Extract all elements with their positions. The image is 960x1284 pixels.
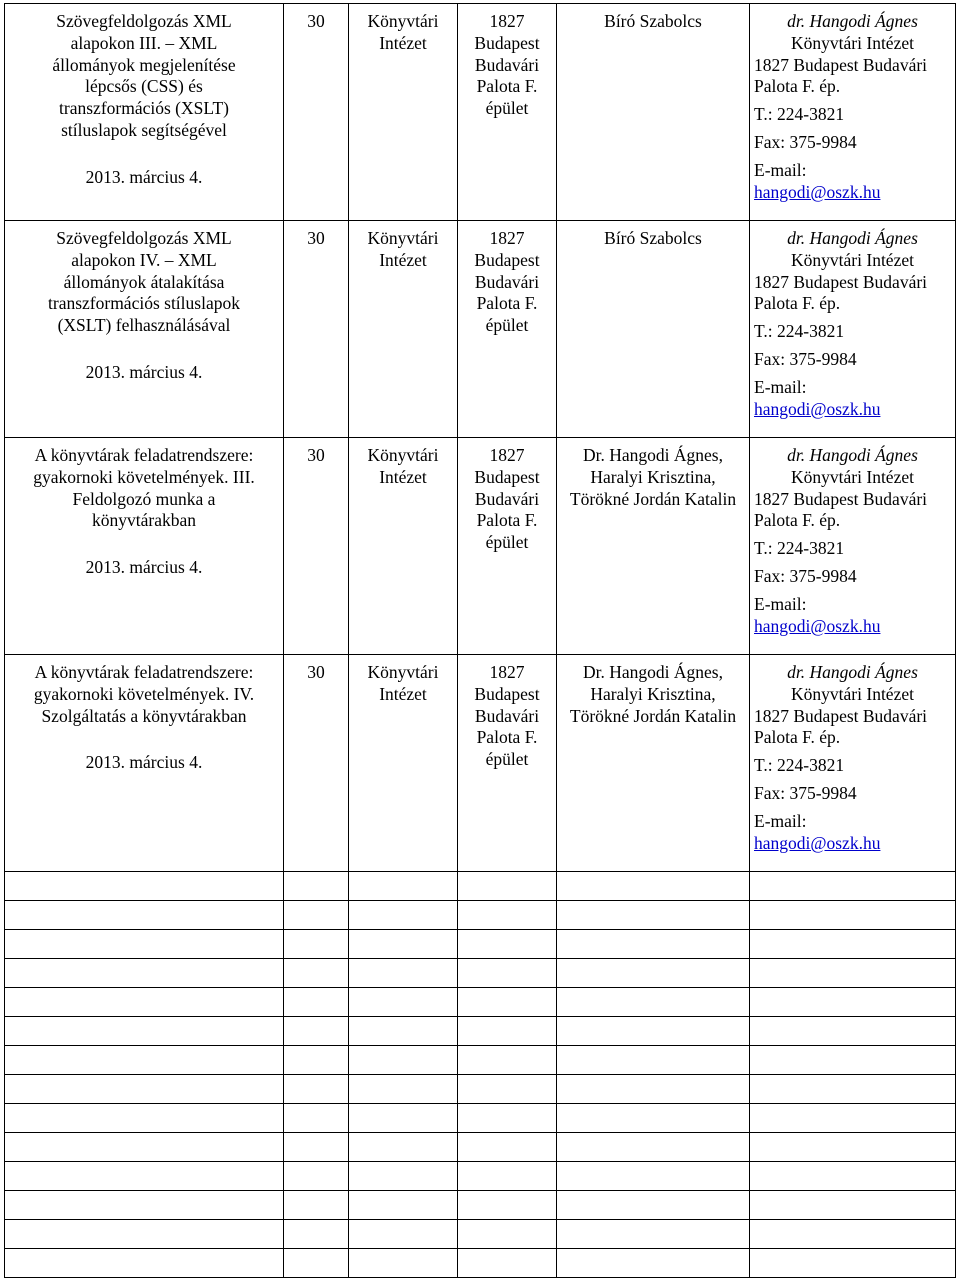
contact-address-line: Palota F. ép. [754,510,841,531]
empty-cell [284,1162,349,1191]
empty-row [5,1249,956,1278]
contact-phone: T.: 224-3821 [754,755,845,776]
location-line: Budapest [474,32,540,53]
empty-cell [557,901,750,930]
empty-cell [458,1017,557,1046]
empty-cell [5,1104,284,1133]
contact-address-line: 1827 Budapest Budavári [754,54,928,75]
location-cell [458,221,557,438]
empty-cell [284,1133,349,1162]
empty-cell [5,1133,284,1162]
empty-cell [750,1046,956,1075]
empty-cell [5,1249,284,1278]
speaker-cell [557,438,750,655]
location-line: Budavári [474,271,540,292]
course-title-line: transzformációs (XSLT) [59,98,229,119]
empty-cell [349,930,458,959]
empty-cell [458,1133,557,1162]
empty-cell [284,872,349,901]
empty-cell [458,930,557,959]
empty-cell [750,1191,956,1220]
empty-cell [284,1075,349,1104]
course-title-cell [5,655,284,872]
contact-fax: Fax: 375-9984 [754,131,857,152]
contact-phone: T.: 224-3821 [754,321,845,342]
empty-cell [5,1046,284,1075]
contact-name-text: Hangodi Ágnes [809,662,918,682]
location-line: 1827 [489,445,525,465]
contact-fax: Fax: 375-9984 [754,565,857,586]
contact-name-text: Hangodi Ágnes [809,11,918,31]
location-line: 1827 [489,662,525,682]
speaker-line: Bíró Szabolcs [604,11,702,31]
contact-name-prefix: dr. [787,445,806,465]
empty-cell [557,1249,750,1278]
empty-cell [557,959,750,988]
empty-cell [557,1075,750,1104]
course-title-line: állományok átalakítása [63,271,225,292]
contact-name-prefix: dr. [787,11,806,31]
empty-cell [557,988,750,1017]
empty-cell [349,1075,458,1104]
empty-cell [349,1104,458,1133]
empty-cell [5,1191,284,1220]
empty-cell [458,901,557,930]
course-title-line: transzformációs stíluslapok [48,293,240,314]
empty-cell [458,1104,557,1133]
empty-cell [458,1191,557,1220]
course-row [5,438,956,655]
course-hours-cell [284,4,349,221]
empty-cell [750,930,956,959]
course-title-cell [5,221,284,438]
contact-cell [750,438,956,655]
empty-cell [557,1162,750,1191]
empty-cell [458,1075,557,1104]
empty-cell [750,901,956,930]
contact-cell [750,4,956,221]
empty-cell [5,901,284,930]
empty-cell [557,1220,750,1249]
speaker-cell [557,4,750,221]
empty-cell [458,988,557,1017]
contact-institute: Könyvtári Intézet [791,32,914,53]
empty-cell [284,1017,349,1046]
empty-row [5,988,956,1017]
contact-institute: Könyvtári Intézet [791,466,914,487]
empty-row [5,1017,956,1046]
empty-cell [557,930,750,959]
empty-cell [349,872,458,901]
organizer-cell [349,655,458,872]
contact-email-label: E-mail: [754,159,807,180]
organizer-line: Intézet [379,249,427,270]
course-hours: 30 [307,11,325,31]
empty-cell [458,959,557,988]
empty-cell [557,1046,750,1075]
speaker-line: Haralyi Krisztina, [590,683,716,704]
empty-row [5,930,956,959]
organizer-line: Intézet [379,32,427,53]
contact-email-label: E-mail: [754,376,807,397]
location-line: Budapest [474,466,540,487]
location-line: Palota F. [476,293,538,314]
location-line: Budapest [474,249,540,270]
course-table [4,3,956,1278]
empty-cell [458,1249,557,1278]
course-title-line: Feldolgozó munka a [72,488,216,509]
course-title-line: Szövegfeldolgozás XML [56,11,232,31]
empty-cell [557,1017,750,1046]
course-title-line: A könyvtárak feladatrendszere: [34,662,254,682]
organizer-line: Könyvtári [367,228,439,248]
speaker-line: Törökné Jordán Katalin [569,488,737,509]
course-date: 2013. március 4. [85,361,203,382]
empty-cell [557,1133,750,1162]
location-line: Palota F. [476,76,538,97]
course-title-line: alapokon III. – XML [70,32,218,53]
course-title-line: gyakornoki követelmények. III. [33,466,255,487]
contact-email-link[interactable]: hangodi@oszk.hu [754,181,881,202]
empty-cell [284,1220,349,1249]
empty-cell [5,1162,284,1191]
empty-cell [284,959,349,988]
empty-cell [750,872,956,901]
course-hours: 30 [307,662,325,682]
course-title-line: A könyvtárak feladatrendszere: [34,445,254,465]
location-line: épület [485,315,529,336]
course-title-line: alapokon IV. – XML [71,249,217,270]
empty-row [5,872,956,901]
contact-name-text: Hangodi Ágnes [809,445,918,465]
contact-institute: Könyvtári Intézet [791,683,914,704]
location-line: Palota F. [476,727,538,748]
contact-email-link[interactable]: hangodi@oszk.hu [754,615,881,636]
course-date: 2013. március 4. [85,166,203,187]
empty-row [5,959,956,988]
organizer-line: Könyvtári [367,662,439,682]
location-cell [458,655,557,872]
course-table-body [5,4,956,1278]
empty-cell [750,1075,956,1104]
empty-row [5,1220,956,1249]
contact-address-line: Palota F. ép. [754,727,841,748]
contact-email-label: E-mail: [754,593,807,614]
speaker-line: Haralyi Krisztina, [590,466,716,487]
contact-name [754,11,951,33]
location-line: épület [485,532,529,553]
empty-cell [5,988,284,1017]
course-hours-cell [284,221,349,438]
empty-cell [557,872,750,901]
empty-row [5,901,956,930]
empty-cell [284,1191,349,1220]
organizer-cell [349,221,458,438]
course-title-line: Szolgáltatás a könyvtárakban [41,705,247,726]
organizer-line: Intézet [379,683,427,704]
organizer-line: Könyvtári [367,11,439,31]
empty-cell [284,930,349,959]
contact-cell [750,655,956,872]
contact-name [754,228,951,250]
empty-cell [750,1104,956,1133]
location-line: Budavári [474,488,540,509]
contact-name-prefix: dr. [787,662,806,682]
empty-cell [284,1249,349,1278]
course-title-line: Szövegfeldolgozás XML [56,228,232,248]
empty-cell [458,1162,557,1191]
empty-cell [349,959,458,988]
empty-cell [5,959,284,988]
course-hours: 30 [307,228,325,248]
course-title-line: állományok megjelenítése [52,54,236,75]
empty-cell [5,1220,284,1249]
empty-cell [750,1220,956,1249]
empty-cell [349,1191,458,1220]
empty-cell [750,1017,956,1046]
empty-cell [349,901,458,930]
empty-cell [750,959,956,988]
location-cell [458,4,557,221]
empty-cell [284,1046,349,1075]
course-date: 2013. március 4. [85,557,203,578]
empty-cell [284,988,349,1017]
empty-cell [349,1162,458,1191]
empty-cell [5,930,284,959]
empty-row [5,1133,956,1162]
empty-cell [349,1017,458,1046]
contact-name [754,662,951,684]
contact-address-line: 1827 Budapest Budavári [754,705,928,726]
contact-cell [750,221,956,438]
course-date: 2013. március 4. [85,752,203,773]
location-line: Palota F. [476,510,538,531]
speaker-cell [557,221,750,438]
contact-email-label: E-mail: [754,810,807,831]
course-title-cell [5,4,284,221]
empty-cell [750,1162,956,1191]
location-cell [458,438,557,655]
empty-cell [750,988,956,1017]
empty-row [5,1075,956,1104]
empty-cell [750,1133,956,1162]
organizer-line: Könyvtári [367,445,439,465]
empty-cell [349,1046,458,1075]
empty-row [5,1162,956,1191]
course-title-line: könyvtárakban [92,510,196,531]
location-line: Budavári [474,54,540,75]
speaker-line: Dr. Hangodi Ágnes, [583,445,723,465]
contact-fax: Fax: 375-9984 [754,782,857,803]
empty-cell [750,1249,956,1278]
course-title-line: stíluslapok segítségével [61,119,227,140]
empty-cell [458,872,557,901]
speaker-line: Dr. Hangodi Ágnes, [583,662,723,682]
course-hours-cell [284,655,349,872]
contact-name-prefix: dr. [787,228,806,248]
empty-cell [349,988,458,1017]
location-line: 1827 [489,228,525,248]
contact-name-text: Hangodi Ágnes [809,228,918,248]
organizer-cell [349,4,458,221]
empty-cell [557,1104,750,1133]
empty-cell [5,1075,284,1104]
contact-address-line: Palota F. ép. [754,76,841,97]
course-hours: 30 [307,445,325,465]
contact-address-line: Palota F. ép. [754,293,841,314]
organizer-cell [349,438,458,655]
empty-cell [458,1046,557,1075]
empty-cell [349,1220,458,1249]
location-line: épület [485,98,529,119]
empty-cell [5,1017,284,1046]
contact-fax: Fax: 375-9984 [754,348,857,369]
contact-email-link[interactable]: hangodi@oszk.hu [754,398,881,419]
empty-cell [458,1220,557,1249]
empty-cell [5,872,284,901]
course-title-line: (XSLT) felhasználásával [57,315,231,336]
speaker-line: Törökné Jordán Katalin [569,705,737,726]
speaker-cell [557,655,750,872]
contact-address-line: 1827 Budapest Budavári [754,271,928,292]
empty-cell [349,1133,458,1162]
organizer-line: Intézet [379,466,427,487]
course-title-cell [5,438,284,655]
contact-name [754,445,951,467]
location-line: Budapest [474,683,540,704]
contact-institute: Könyvtári Intézet [791,249,914,270]
empty-row [5,1046,956,1075]
course-hours-cell [284,438,349,655]
contact-email-link[interactable]: hangodi@oszk.hu [754,832,881,853]
empty-cell [349,1249,458,1278]
location-line: Budavári [474,705,540,726]
contact-address-line: 1827 Budapest Budavári [754,488,928,509]
empty-cell [284,901,349,930]
empty-row [5,1191,956,1220]
contact-phone: T.: 224-3821 [754,538,845,559]
course-title-line: gyakornoki követelmények. IV. [33,683,255,704]
location-line: épület [485,749,529,770]
course-title-line: lépcsős (CSS) és [85,76,203,97]
empty-cell [557,1191,750,1220]
speaker-line: Bíró Szabolcs [604,228,702,248]
contact-phone: T.: 224-3821 [754,104,845,125]
course-row [5,4,956,221]
course-row [5,655,956,872]
empty-cell [284,1104,349,1133]
empty-row [5,1104,956,1133]
course-row [5,221,956,438]
location-line: 1827 [489,11,525,31]
